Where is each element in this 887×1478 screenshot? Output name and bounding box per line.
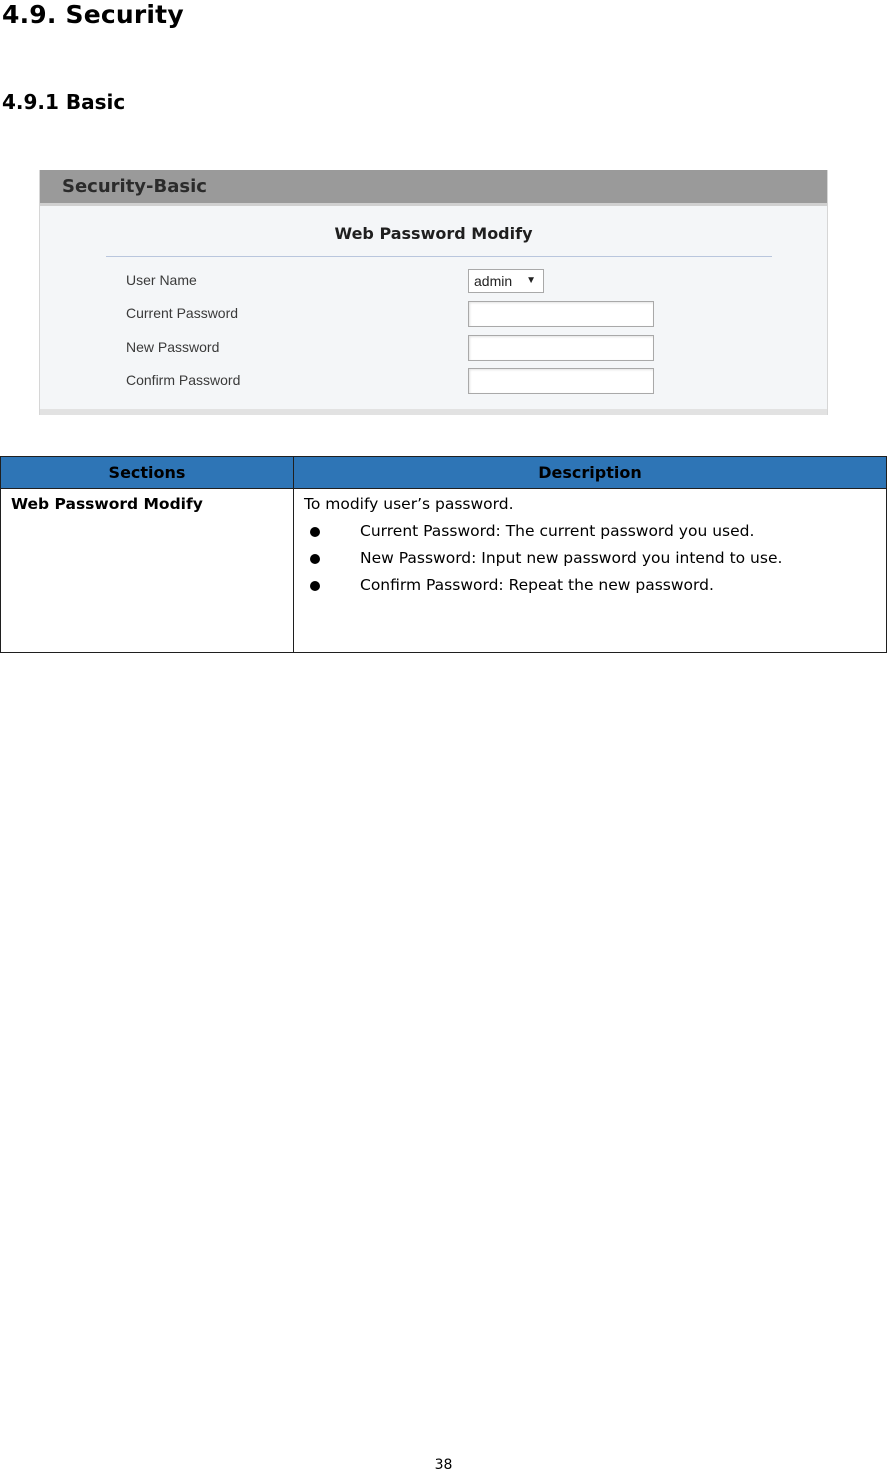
divider: [106, 256, 772, 257]
description-cell: [294, 489, 887, 653]
user-name-label: User Name: [126, 272, 197, 288]
description-header: Description: [294, 457, 887, 489]
bullet-icon: [310, 581, 320, 591]
current-password-label: Current Password: [126, 305, 239, 321]
panel-bottom-bar: [40, 409, 827, 415]
security-basic-screenshot: [39, 170, 828, 415]
form-title: Web Password Modify: [334, 224, 533, 243]
sections-header: Sections: [1, 457, 294, 489]
user-name-value: admin: [474, 273, 513, 289]
bullet-text: New Password: Input new password you intend to use.: [360, 549, 783, 567]
table-row: [1, 489, 887, 653]
bullet-text: Current Password: The current password you used.: [360, 522, 755, 540]
bullet-icon: [310, 527, 320, 537]
section-heading: 4.9. Security: [2, 0, 184, 29]
current-password-input[interactable]: [468, 301, 654, 327]
section-cell: Web Password Modify: [1, 489, 294, 653]
description-table: [0, 456, 887, 653]
user-name-select[interactable]: [468, 269, 544, 293]
table-header-row: [1, 457, 887, 489]
subsection-heading: 4.9.1 Basic: [2, 90, 126, 114]
bullet-item: [304, 549, 876, 567]
page-number: 38: [434, 1457, 453, 1473]
bullet-item: [304, 522, 876, 540]
confirm-password-input[interactable]: [468, 368, 654, 394]
dropdown-arrow-icon: ▼: [526, 275, 536, 286]
bullet-icon: [310, 554, 320, 564]
bullet-item: [304, 576, 876, 594]
description-intro: To modify user’s password.: [304, 495, 514, 513]
new-password-label: New Password: [126, 339, 220, 355]
panel-title: Security-Basic: [40, 170, 827, 206]
confirm-password-label: Confirm Password: [126, 372, 241, 388]
new-password-input[interactable]: [468, 335, 654, 361]
bullet-text: Confirm Password: Repeat the new password.: [360, 576, 714, 594]
